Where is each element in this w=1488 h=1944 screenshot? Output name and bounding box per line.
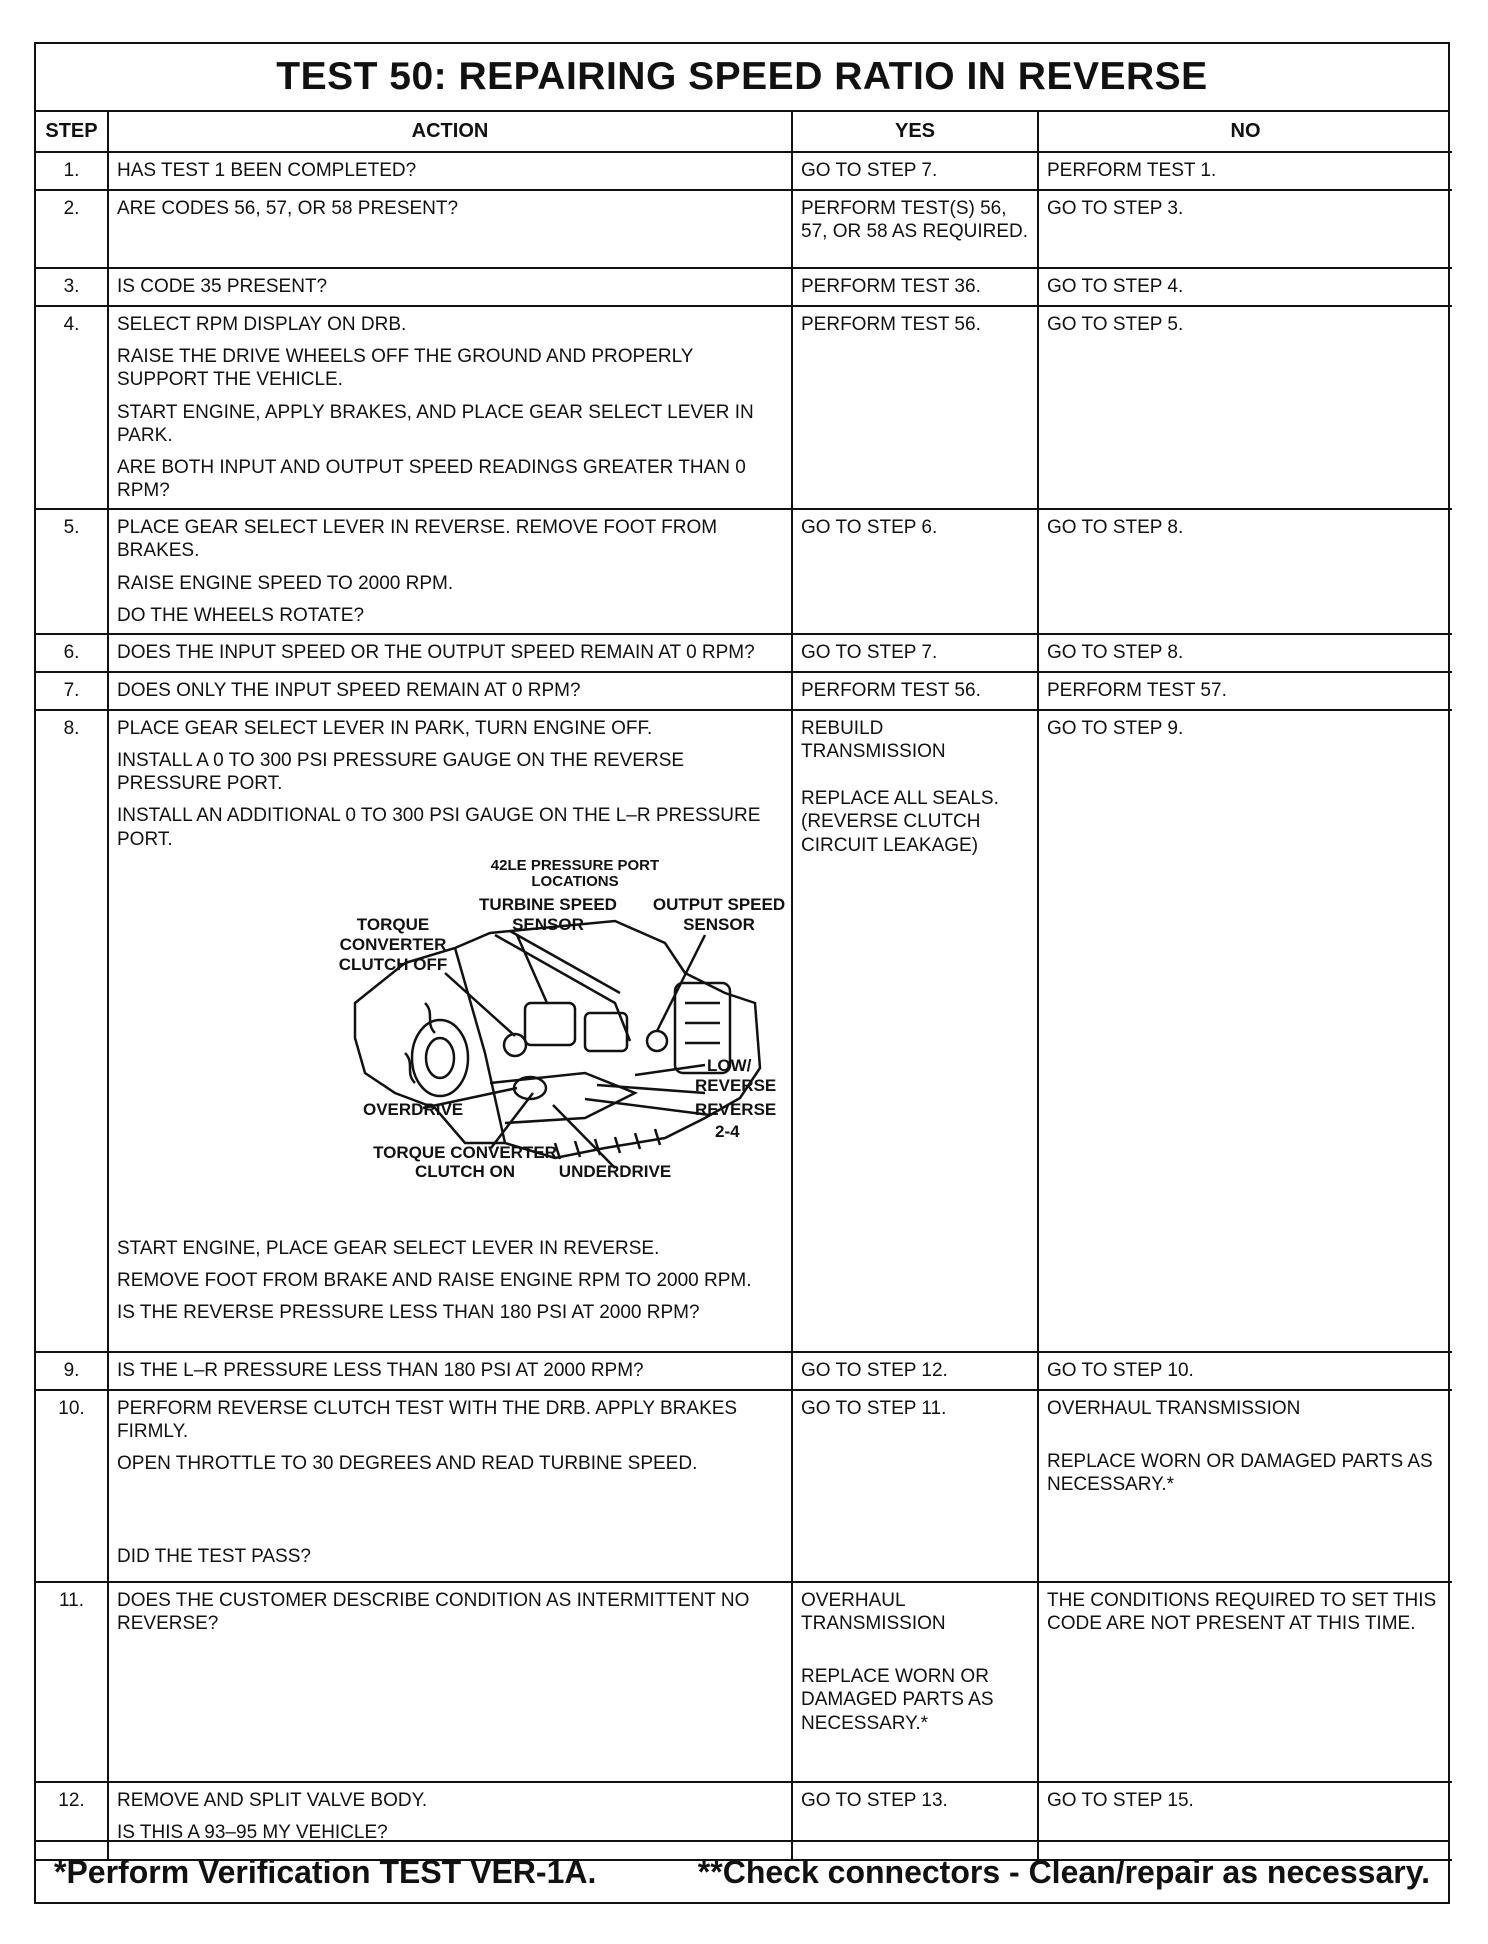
action-text: OPEN THROTTLE TO 30 DEGREES AND READ TURBINE SPEED. [117,1453,698,1475]
action-text: IS THE L–R PRESSURE LESS THAN 180 PSI AT 2000 RPM? [117,1359,644,1381]
no-text: GO TO STEP 9. [1047,717,1184,739]
table-row [36,509,1452,634]
label-overdrive: OVERDRIVE [363,1099,464,1119]
action-text: START ENGINE, APPLY BRAKES, AND PLACE GEAR SELECT LEVER IN PARK. [117,401,754,446]
pressure-port-diagram [285,853,865,1233]
label-tcc-off-3: CLUTCH OFF [338,954,448,974]
no-text: PERFORM TEST 1. [1047,160,1217,181]
action-text: RAISE ENGINE SPEED TO 2000 RPM. [117,572,454,594]
action-text: ARE BOTH INPUT AND OUTPUT SPEED READINGS GREATER THAN 0 RPM? [117,456,746,502]
diagram-title-line2: LOCATIONS [531,872,619,890]
transmission-illustration [285,853,865,1233]
step-number: 3. [36,268,108,306]
yes-cell [792,268,1038,306]
table-row [36,1390,1452,1582]
action-text: PLACE GEAR SELECT LEVER IN PARK, TURN ENGINE OFF. [117,717,653,739]
step-number: 4. [36,306,108,509]
label-reverse: REVERSE [695,1099,777,1119]
action-text: REMOVE FOOT FROM BRAKE AND RAISE ENGINE RPM TO 2000 RPM. [117,1269,752,1291]
action-cell [108,1352,792,1390]
action-cell [108,190,792,268]
action-text: REMOVE AND SPLIT VALVE BODY. [117,1789,428,1811]
diagram-title-line1: 42LE PRESSURE PORT [490,856,660,874]
step-number: 6. [36,634,108,672]
action-text: HAS TEST 1 BEEN COMPLETED? [117,160,417,181]
table-row [36,268,1452,306]
action-text: SELECT RPM DISPLAY ON DRB. [117,314,407,335]
label-output-sensor: SENSOR [683,914,755,934]
action-text: DOES ONLY THE INPUT SPEED REMAIN AT 0 RPM? [117,679,581,701]
action-text: DO THE WHEELS ROTATE? [117,604,365,626]
yes-text: GO TO STEP 12. [801,1359,948,1381]
yes-text: OVERHAUL TRANSMISSION [801,1589,946,1635]
step-number: 10. [36,1390,108,1582]
no-cell [1038,190,1452,268]
yes-cell [792,509,1038,634]
label-tcc-on-2: CLUTCH ON [414,1161,516,1181]
no-cell [1038,152,1452,190]
yes-text: PERFORM TEST 36. [801,276,981,297]
action-text: IS CODE 35 PRESENT? [117,276,328,297]
label-turbine-sensor: SENSOR [512,914,584,934]
no-cell [1038,1582,1452,1782]
label-tcc-off-1: TORQUE [356,914,430,934]
yes-text: REPLACE ALL SEALS. (REVERSE CLUTCH CIRCUIT LEAKAGE) [801,788,999,856]
label-output-speed: OUTPUT SPEED [652,894,786,914]
yes-text: GO TO STEP 11. [801,1397,947,1419]
table-row [36,710,1452,1352]
table-row [36,672,1452,710]
yes-text: REPLACE WORN OR DAMAGED PARTS AS NECESSARY.* [801,1666,994,1734]
table-row [36,1582,1452,1782]
footer-connectors-note: **Check connectors - Clean/repair as necessary. [697,1853,1430,1890]
step-number: 5. [36,509,108,634]
footer-notes [36,1840,1448,1902]
yes-cell [792,152,1038,190]
label-2-4: 2-4 [715,1121,740,1141]
action-text: IS THIS A 93–95 MY VEHICLE? [117,1822,388,1844]
yes-cell [792,306,1038,509]
action-cell [108,306,792,509]
no-cell [1038,672,1452,710]
yes-text: PERFORM TEST(S) 56, 57, OR 58 AS REQUIRED. [801,198,1029,243]
action-text: DOES THE INPUT SPEED OR THE OUTPUT SPEED REMAIN AT 0 RPM? [117,641,755,663]
action-cell [108,672,792,710]
table-row [36,306,1452,509]
action-cell [108,152,792,190]
no-cell [1038,634,1452,672]
label-underdrive: UNDERDRIVE [558,1161,672,1181]
header-row [36,112,1452,152]
action-text: DOES THE CUSTOMER DESCRIBE CONDITION AS INTERMITTENT NO REVERSE? [117,1589,750,1635]
yes-text: PERFORM TEST 56. [801,679,981,701]
table-row [36,634,1452,672]
no-text: GO TO STEP 10. [1047,1359,1194,1381]
no-text: REPLACE WORN OR DAMAGED PARTS AS NECESSARY.* [1047,1451,1433,1496]
no-text: PERFORM TEST 57. [1047,679,1227,701]
action-text: PERFORM REVERSE CLUTCH TEST WITH THE DRB. APPLY BRAKES FIRMLY. [117,1397,738,1443]
action-text: INSTALL A 0 TO 300 PSI PRESSURE GAUGE ON THE REVERSE PRESSURE PORT. [117,750,685,795]
header-step: STEP [36,112,108,152]
action-cell [108,509,792,634]
no-text: GO TO STEP 8. [1047,641,1184,663]
no-cell [1038,268,1452,306]
step-number: 12. [36,1782,108,1860]
no-cell [1038,1390,1452,1582]
action-text: IS THE REVERSE PRESSURE LESS THAN 180 PSI AT 2000 RPM? [117,1302,700,1324]
action-cell [108,710,792,1352]
header-yes: YES [792,112,1038,152]
action-text: INSTALL AN ADDITIONAL 0 TO 300 PSI GAUGE ON THE L–R PRESSURE PORT. [117,805,761,850]
no-text: GO TO STEP 4. [1047,276,1184,297]
action-cell [108,634,792,672]
yes-text: GO TO STEP 13. [801,1789,948,1811]
no-text: OVERHAUL TRANSMISSION [1047,1397,1301,1419]
label-tcc-off-2: CONVERTER [339,934,447,954]
no-text: THE CONDITIONS REQUIRED TO SET THIS CODE ARE NOT PRESENT AT THIS TIME. [1047,1589,1437,1635]
no-cell [1038,306,1452,509]
leader-lines [423,935,710,1168]
yes-cell [792,634,1038,672]
step-number: 1. [36,152,108,190]
yes-text: PERFORM TEST 56. [801,314,981,335]
yes-cell [792,1352,1038,1390]
no-cell [1038,509,1452,634]
footer-verification-note: *Perform Verification TEST VER-1A. [54,1853,597,1890]
test-sheet [34,42,1450,1904]
table-row [36,190,1452,268]
yes-text: REBUILD TRANSMISSION [801,717,946,763]
step-number: 7. [36,672,108,710]
action-text: RAISE THE DRIVE WHEELS OFF THE GROUND AND PROPERLY SUPPORT THE VEHICLE. [117,346,694,391]
action-text: ARE CODES 56, 57, OR 58 PRESENT? [117,198,459,219]
yes-cell [792,1390,1038,1582]
action-cell [108,1582,792,1782]
step-number: 9. [36,1352,108,1390]
yes-text: GO TO STEP 6. [801,517,938,539]
no-text: GO TO STEP 5. [1047,314,1184,335]
no-text: GO TO STEP 3. [1047,198,1184,219]
step-number: 2. [36,190,108,268]
action-text: START ENGINE, PLACE GEAR SELECT LEVER IN REVERSE. [117,1237,660,1259]
header-no: NO [1038,112,1452,152]
label-low: LOW/ [707,1055,752,1075]
step-number: 11. [36,1582,108,1782]
no-text: GO TO STEP 15. [1047,1789,1194,1811]
yes-cell [792,190,1038,268]
no-cell [1038,710,1452,1352]
yes-cell [792,672,1038,710]
action-cell [108,1390,792,1582]
action-cell [108,268,792,306]
action-text: PLACE GEAR SELECT LEVER IN REVERSE. REMOVE FOOT FROM BRAKES. [117,517,718,562]
page-title: TEST 50: REPAIRING SPEED RATIO IN REVERSE [36,44,1448,112]
label-tcc-on-1: TORQUE CONVERTER [373,1142,557,1162]
yes-text: GO TO STEP 7. [801,160,938,181]
no-cell [1038,1352,1452,1390]
table-row [36,1352,1452,1390]
yes-text: GO TO STEP 7. [801,641,938,663]
no-text: GO TO STEP 8. [1047,517,1184,539]
step-number: 8. [36,710,108,1352]
label-turbine-speed: TURBINE SPEED [479,894,617,914]
header-action: ACTION [108,112,792,152]
diagnostic-table [36,112,1452,1861]
yes-cell [792,1582,1038,1782]
label-low-reverse: REVERSE [695,1075,777,1095]
table-row [36,152,1452,190]
action-text: DID THE TEST PASS? [117,1546,311,1568]
